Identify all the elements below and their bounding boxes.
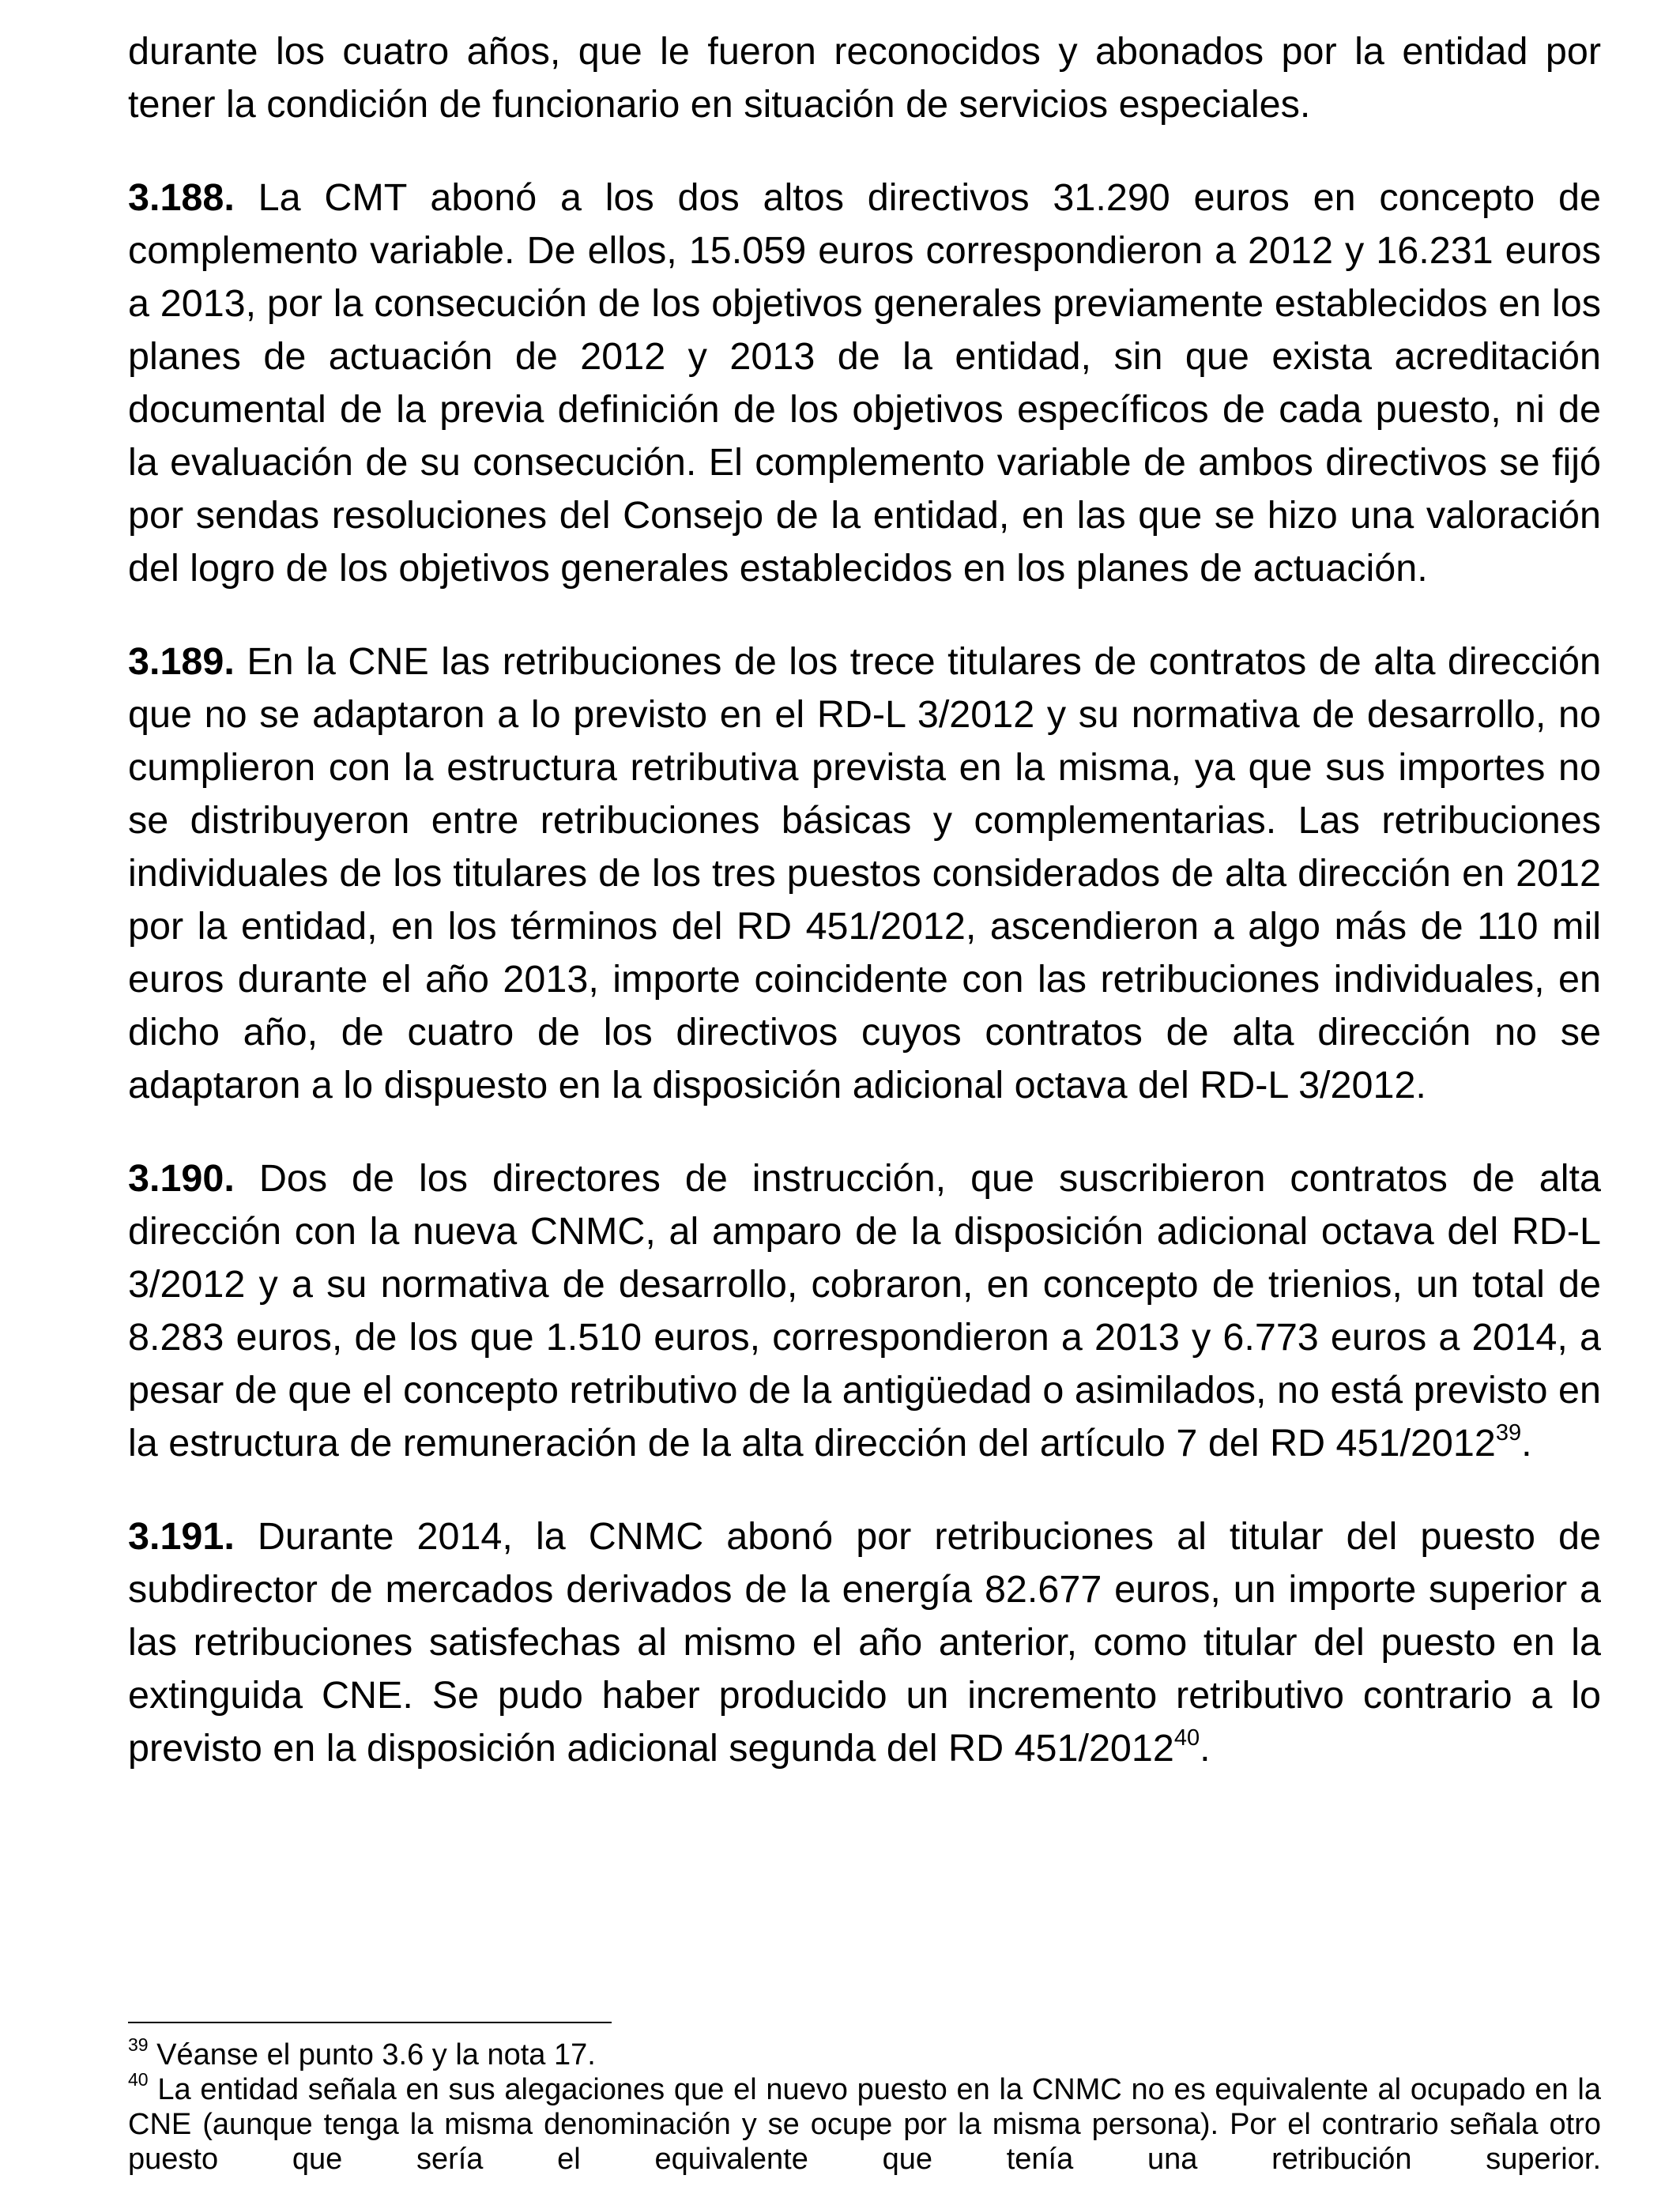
footnote-separator: [128, 2022, 612, 2023]
intro-paragraph-text: durante los cuatro años, que le fueron reconocidos y abonados por la entidad por tener la condición de funcionario en situación de servicios especiales.: [128, 30, 1601, 126]
footnote-text: Véanse el punto 3.6 y la nota 17.: [156, 2038, 596, 2071]
paragraph-number: 3.191.: [128, 1515, 235, 1558]
footnote-reference-40[interactable]: 40: [1173, 1725, 1200, 1751]
footnote-40: [128, 2069, 1601, 2177]
footnotes: [128, 2034, 1601, 2177]
paragraph-end-punctuation: .: [1521, 1422, 1532, 1465]
paragraph-3-189: [128, 635, 1601, 1112]
paragraph-end-punctuation: .: [1200, 1727, 1211, 1770]
footnote-reference-39[interactable]: 39: [1495, 1419, 1522, 1446]
paragraph-number: 3.190.: [128, 1157, 235, 1200]
intro-paragraph: [128, 25, 1601, 131]
footnote-number: 40: [128, 2069, 149, 2090]
paragraph-text: La CMT abonó a los dos altos directivos 31.290 euros en concepto de complemento variable. De ellos, 15.059 euros correspondieron a 2012 y 16.231 euros a 2013, por la consecución de los objetivos generales previamente establecidos en los planes de actuación de 2012 y 2013 de la entidad, sin que exista acreditación documental de la previa definición de los objetivos específicos de cada puesto, ni de la evaluación de su consecución. El complemento variable de ambos directivos se fijó por sendas resoluciones del Consejo de la entidad, en las que se hizo una valoración del logro de los objetivos generales establecidos en los planes de actuación.: [128, 176, 1601, 590]
paragraph-3-191: [128, 1510, 1601, 1775]
footnote-39: [128, 2034, 1601, 2072]
document-page: [128, 25, 1601, 1775]
footnote-text: La entidad señala en sus alegaciones que el nuevo puesto en la CNMC no es equivalente al ocupado en la CNE (aunque tenga la misma denominación y se ocupe por la misma persona). Por el contrario señala otro puesto que sería el equivalente que tenía una retribución superior.: [128, 2073, 1601, 2176]
paragraph-3-190: [128, 1152, 1601, 1470]
paragraph-3-188: [128, 172, 1601, 595]
paragraph-text: En la CNE las retribuciones de los trece titulares de contratos de alta dirección que no se adaptaron a lo previsto en el RD-L 3/2012 y su normativa de desarrollo, no cumplieron con la estructura retributiva prevista en la misma, ya que sus importes no se distribuyeron entre retribuciones básicas y complementarias. Las retribuciones individuales de los titulares de los tres puestos considerados de alta dirección en 2012 por la entidad, en los términos del RD 451/2012, ascendieron a algo más de 110 mil euros durante el año 2013, importe coincidente con las retribuciones individuales, en dicho año, de cuatro de los directivos cuyos contratos de alta dirección no se adaptaron a lo dispuesto en la disposición adicional octava del RD-L 3/2012.: [128, 640, 1601, 1106]
paragraph-number: 3.188.: [128, 176, 235, 219]
paragraph-text: Durante 2014, la CNMC abonó por retribuciones al titular del puesto de subdirector de mercados derivados de la energía 82.677 euros, un importe superior a las retribuciones satisfechas al mismo el año anterior, como titular del puesto en la extinguida CNE. Se pudo haber producido un incremento retributivo contrario a lo previsto en la disposición adicional segunda del RD 451/2012: [128, 1515, 1601, 1770]
footnote-number: 39: [128, 2034, 149, 2056]
paragraph-number: 3.189.: [128, 640, 235, 683]
paragraph-text: Dos de los directores de instrucción, que suscribieron contratos de alta dirección con la nueva CNMC, al amparo de la disposición adicional octava del RD-L 3/2012 y a su normativa de desarrollo, cobraron, en concepto de trienios, un total de 8.283 euros, de los que 1.510 euros, correspondieron a 2013 y 6.773 euros a 2014, a pesar de que el concepto retributivo de la antigüedad o asimilados, no está previsto en la estructura de remuneración de la alta dirección del artículo 7 del RD 451/2012: [128, 1157, 1601, 1465]
